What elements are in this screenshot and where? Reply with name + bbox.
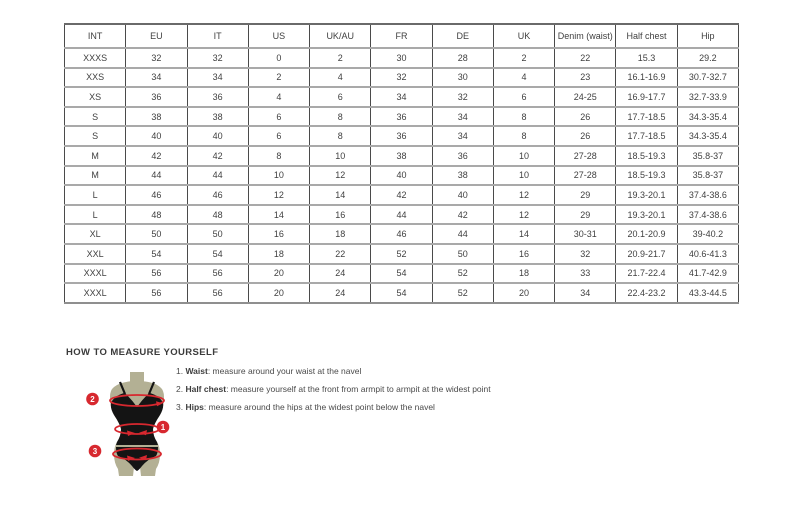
- table-row: [65, 205, 739, 225]
- table-cell: 2: [248, 68, 309, 88]
- table-cell: 26: [555, 126, 616, 146]
- table-cell: 50: [432, 244, 493, 264]
- table-cell: 15.3: [616, 48, 677, 68]
- table-cell: 40.6-41.3: [677, 244, 738, 264]
- size-chart-body: [65, 48, 739, 303]
- table-cell: 16: [310, 205, 371, 225]
- table-cell: 8: [310, 126, 371, 146]
- table-cell: 0: [248, 48, 309, 68]
- badge-chest-number: 2: [90, 394, 95, 404]
- table-cell: 20.9-21.7: [616, 244, 677, 264]
- table-cell: XL: [65, 224, 126, 244]
- step-text: : measure around your waist at the navel: [207, 366, 362, 376]
- table-cell: 37.4-38.6: [677, 185, 738, 205]
- table-cell: 32.7-33.9: [677, 87, 738, 107]
- size-chart-table: [64, 23, 739, 304]
- table-cell: 6: [493, 87, 554, 107]
- table-cell: M: [65, 146, 126, 166]
- table-cell: 10: [310, 146, 371, 166]
- table-cell: 40: [126, 126, 187, 146]
- table-cell: 36: [371, 126, 432, 146]
- column-header: Half chest: [616, 24, 677, 48]
- table-cell: 29.2: [677, 48, 738, 68]
- table-cell: 42: [187, 146, 248, 166]
- table-cell: 22: [310, 244, 371, 264]
- table-cell: 32: [555, 244, 616, 264]
- table-cell: 29: [555, 185, 616, 205]
- table-cell: S: [65, 107, 126, 127]
- column-header: UK: [493, 24, 554, 48]
- table-cell: 34: [555, 283, 616, 303]
- table-cell: 40: [187, 126, 248, 146]
- table-cell: 56: [187, 264, 248, 284]
- table-cell: 27-28: [555, 166, 616, 186]
- table-cell: 27-28: [555, 146, 616, 166]
- table-cell: 30: [371, 48, 432, 68]
- table-cell: 32: [126, 48, 187, 68]
- table-cell: 54: [371, 283, 432, 303]
- table-cell: 42: [126, 146, 187, 166]
- table-row: [65, 48, 739, 68]
- table-cell: 44: [432, 224, 493, 244]
- table-cell: 12: [248, 185, 309, 205]
- table-cell: XXL: [65, 244, 126, 264]
- table-cell: 32: [432, 87, 493, 107]
- table-cell: 43.3-44.5: [677, 283, 738, 303]
- table-cell: 23: [555, 68, 616, 88]
- table-cell: 34.3-35.4: [677, 126, 738, 146]
- table-cell: 36: [432, 146, 493, 166]
- column-header: Hip: [677, 24, 738, 48]
- table-cell: 18: [310, 224, 371, 244]
- table-cell: 54: [371, 264, 432, 284]
- table-row: [65, 244, 739, 264]
- table-cell: 20.1-20.9: [616, 224, 677, 244]
- table-cell: 8: [493, 107, 554, 127]
- measure-step: [176, 398, 491, 416]
- measure-steps: [176, 362, 491, 416]
- table-cell: XXXL: [65, 264, 126, 284]
- table-cell: 24: [310, 283, 371, 303]
- table-cell: 56: [126, 264, 187, 284]
- table-cell: 8: [310, 107, 371, 127]
- badge-hips-number: 3: [92, 446, 98, 456]
- table-cell: S: [65, 126, 126, 146]
- column-header: UK/AU: [310, 24, 371, 48]
- table-cell: 34.3-35.4: [677, 107, 738, 127]
- step-number: 3.: [176, 402, 186, 412]
- table-cell: 54: [187, 244, 248, 264]
- column-header: US: [248, 24, 309, 48]
- table-cell: 14: [493, 224, 554, 244]
- table-cell: 32: [187, 48, 248, 68]
- table-cell: XXXS: [65, 48, 126, 68]
- table-cell: 36: [371, 107, 432, 127]
- table-cell: 46: [371, 224, 432, 244]
- table-cell: 52: [432, 283, 493, 303]
- table-cell: 21.7-22.4: [616, 264, 677, 284]
- table-row: [65, 68, 739, 88]
- table-cell: 20: [493, 283, 554, 303]
- table-cell: 35.8-37: [677, 146, 738, 166]
- step-number: 1.: [176, 366, 186, 376]
- table-cell: 38: [187, 107, 248, 127]
- column-header: IT: [187, 24, 248, 48]
- table-cell: 38: [371, 146, 432, 166]
- table-cell: 16.1-16.9: [616, 68, 677, 88]
- measure-step: [176, 362, 491, 380]
- table-cell: 37.4-38.6: [677, 205, 738, 225]
- table-row: [65, 224, 739, 244]
- table-cell: 16: [493, 244, 554, 264]
- table-cell: 20: [248, 264, 309, 284]
- table-cell: 10: [493, 146, 554, 166]
- table-cell: 22.4-23.2: [616, 283, 677, 303]
- table-cell: 26: [555, 107, 616, 127]
- table-cell: 36: [126, 87, 187, 107]
- table-cell: 36: [187, 87, 248, 107]
- table-row: [65, 264, 739, 284]
- table-cell: 6: [248, 107, 309, 127]
- table-cell: 4: [310, 68, 371, 88]
- table-cell: 46: [187, 185, 248, 205]
- table-cell: 18: [493, 264, 554, 284]
- table-cell: 42: [432, 205, 493, 225]
- table-cell: L: [65, 205, 126, 225]
- table-cell: 34: [371, 87, 432, 107]
- step-text: : measure around the hips at the widest point below the navel: [203, 402, 435, 412]
- measure-guide-heading: HOW TO MEASURE YOURSELF: [66, 347, 219, 358]
- table-cell: 34: [187, 68, 248, 88]
- step-label: Half chest: [185, 384, 227, 394]
- table-cell: 34: [126, 68, 187, 88]
- column-header: INT: [65, 24, 126, 48]
- table-cell: 6: [310, 87, 371, 107]
- table-cell: 2: [493, 48, 554, 68]
- size-chart-header: [65, 24, 739, 48]
- table-row: [65, 185, 739, 205]
- table-cell: 33: [555, 264, 616, 284]
- table-cell: XS: [65, 87, 126, 107]
- table-cell: 12: [493, 205, 554, 225]
- step-label: Hips: [185, 402, 204, 412]
- table-cell: 44: [371, 205, 432, 225]
- table-cell: 32: [371, 68, 432, 88]
- table-cell: 56: [126, 283, 187, 303]
- table-cell: 10: [493, 166, 554, 186]
- measure-step: [176, 380, 491, 398]
- table-cell: 18.5-19.3: [616, 146, 677, 166]
- table-cell: 40: [432, 185, 493, 205]
- step-text: : measure yourself at the front from armpit to armpit at the widest point: [226, 384, 491, 394]
- table-row: [65, 166, 739, 186]
- table-cell: 30-31: [555, 224, 616, 244]
- table-row: [65, 283, 739, 303]
- table-cell: 14: [248, 205, 309, 225]
- table-cell: 28: [432, 48, 493, 68]
- table-cell: 40: [371, 166, 432, 186]
- column-header: Denim (waist): [555, 24, 616, 48]
- table-row: [65, 87, 739, 107]
- table-cell: 42: [371, 185, 432, 205]
- table-cell: 56: [187, 283, 248, 303]
- table-cell: M: [65, 166, 126, 186]
- table-cell: 17.7-18.5: [616, 107, 677, 127]
- table-cell: 52: [432, 264, 493, 284]
- column-header: FR: [371, 24, 432, 48]
- table-cell: 17.7-18.5: [616, 126, 677, 146]
- table-cell: 38: [126, 107, 187, 127]
- table-cell: 12: [310, 166, 371, 186]
- table-cell: 16: [248, 224, 309, 244]
- table-cell: 38: [432, 166, 493, 186]
- table-cell: 24: [310, 264, 371, 284]
- table-cell: 4: [248, 87, 309, 107]
- table-cell: 18: [248, 244, 309, 264]
- table-cell: 16.9-17.7: [616, 87, 677, 107]
- table-cell: XXS: [65, 68, 126, 88]
- table-cell: 30: [432, 68, 493, 88]
- table-cell: 50: [187, 224, 248, 244]
- badge-waist-number: 1: [160, 422, 166, 432]
- table-row: [65, 126, 739, 146]
- table-cell: 44: [187, 166, 248, 186]
- table-cell: 54: [126, 244, 187, 264]
- table-cell: 19.3-20.1: [616, 185, 677, 205]
- table-cell: 48: [126, 205, 187, 225]
- table-cell: 2: [310, 48, 371, 68]
- table-cell: 22: [555, 48, 616, 68]
- column-header: EU: [126, 24, 187, 48]
- table-cell: 12: [493, 185, 554, 205]
- table-cell: 46: [126, 185, 187, 205]
- table-cell: 14: [310, 185, 371, 205]
- table-cell: 52: [371, 244, 432, 264]
- column-header: DE: [432, 24, 493, 48]
- table-cell: 18.5-19.3: [616, 166, 677, 186]
- table-cell: 24-25: [555, 87, 616, 107]
- table-cell: 30.7-32.7: [677, 68, 738, 88]
- table-cell: 41.7-42.9: [677, 264, 738, 284]
- table-row: [65, 107, 739, 127]
- step-label: Waist: [185, 366, 208, 376]
- table-cell: 50: [126, 224, 187, 244]
- table-cell: XXXL: [65, 283, 126, 303]
- table-cell: 8: [493, 126, 554, 146]
- table-cell: 29: [555, 205, 616, 225]
- table-cell: 20: [248, 283, 309, 303]
- table-cell: 10: [248, 166, 309, 186]
- table-cell: 34: [432, 107, 493, 127]
- table-cell: 39-40.2: [677, 224, 738, 244]
- table-cell: 6: [248, 126, 309, 146]
- table-cell: 8: [248, 146, 309, 166]
- step-number: 2.: [176, 384, 186, 394]
- table-cell: 48: [187, 205, 248, 225]
- header-row: [65, 24, 739, 48]
- table-cell: 44: [126, 166, 187, 186]
- table-cell: 34: [432, 126, 493, 146]
- table-row: [65, 146, 739, 166]
- table-cell: L: [65, 185, 126, 205]
- table-cell: 19.3-20.1: [616, 205, 677, 225]
- table-cell: 4: [493, 68, 554, 88]
- table-cell: 35.8-37: [677, 166, 738, 186]
